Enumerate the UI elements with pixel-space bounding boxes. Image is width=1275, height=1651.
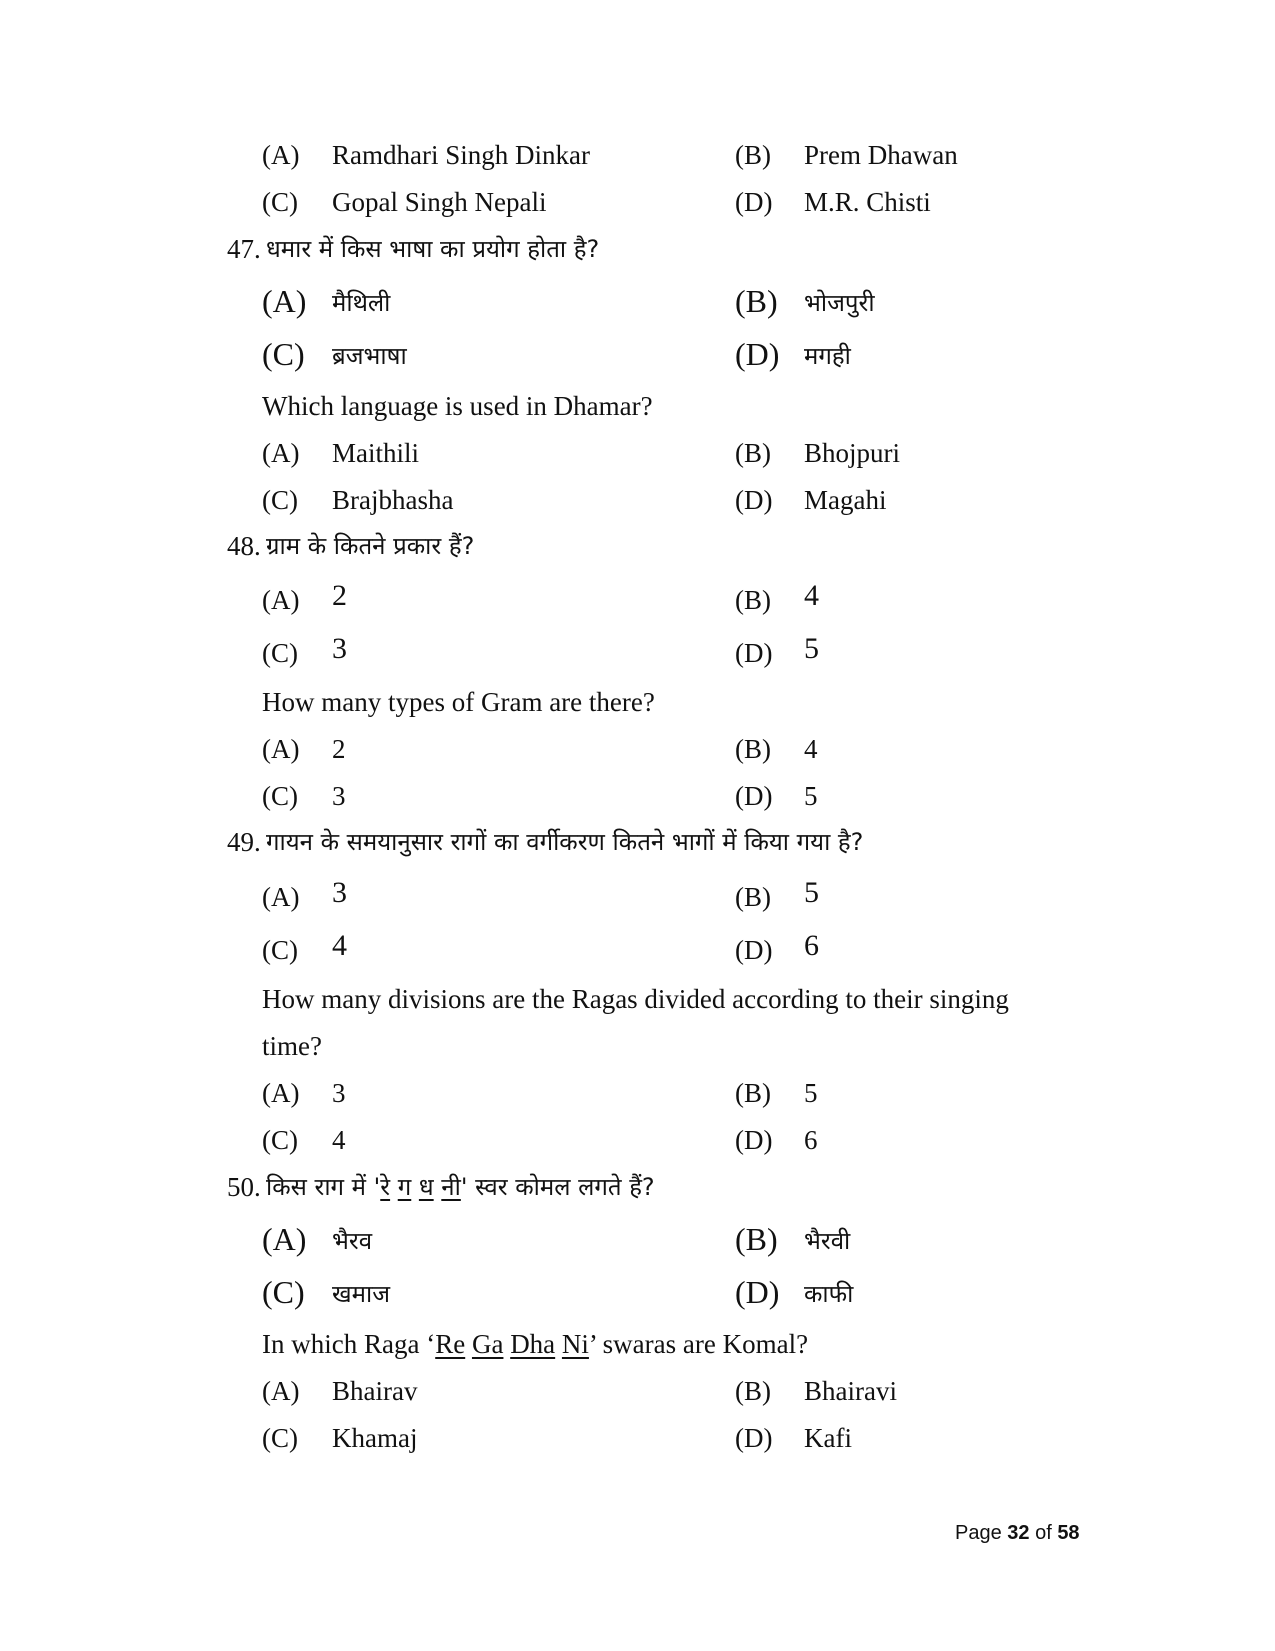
option-text: भैरव xyxy=(332,1227,373,1255)
option-text: Gopal Singh Nepali xyxy=(332,187,547,217)
option-label: (C) xyxy=(262,935,298,965)
question-text-english: How many types of Gram are there? xyxy=(262,687,655,717)
option-text: Kafi xyxy=(804,1423,852,1453)
question-text-hindi: धमार में किस भाषा का प्रयोग होता है? xyxy=(266,235,600,263)
option-label: (A) xyxy=(262,283,307,319)
option-text: 3 xyxy=(332,632,347,665)
option-label: (D) xyxy=(735,935,773,965)
option-text: Khamaj xyxy=(332,1423,418,1453)
option-text: 4 xyxy=(332,929,347,962)
option-text: 3 xyxy=(332,876,347,909)
option-text: 2 xyxy=(332,579,347,612)
swara-re: रे xyxy=(380,1173,391,1201)
question-text-hindi: ग्राम के कितने प्रकार हैं? xyxy=(266,532,475,560)
question-prefix: In which Raga ‘ xyxy=(262,1329,436,1359)
question-text-english: time? xyxy=(262,1031,322,1061)
option-label: (A) xyxy=(262,1078,300,1108)
option-label: (B) xyxy=(735,1221,778,1257)
option-label: (A) xyxy=(262,882,300,912)
option-label: (A) xyxy=(262,140,300,170)
question-text-hindi xyxy=(266,1170,655,1204)
page-of: of xyxy=(1029,1522,1058,1544)
option-text: 5 xyxy=(804,632,819,665)
option-text: मगही xyxy=(804,342,851,370)
swara-re: Re xyxy=(435,1329,466,1359)
question-number: 47. xyxy=(227,234,261,264)
option-label: (B) xyxy=(735,882,771,912)
option-label: (C) xyxy=(262,1274,305,1310)
option-label: (D) xyxy=(735,485,773,515)
option-label: (A) xyxy=(262,585,300,615)
option-label: (C) xyxy=(262,638,298,668)
question-number: 50. xyxy=(227,1172,261,1202)
question-text-english: Which language is used in Dhamar? xyxy=(262,391,653,421)
option-text: 5 xyxy=(804,781,818,811)
total-pages: 58 xyxy=(1057,1522,1080,1544)
option-label: (B) xyxy=(735,734,771,764)
option-text: Ramdhari Singh Dinkar xyxy=(332,140,590,170)
option-label: (A) xyxy=(262,438,300,468)
option-label: (B) xyxy=(735,1078,771,1108)
option-text: Magahi xyxy=(804,485,887,515)
option-text: मैथिली xyxy=(332,289,391,317)
option-label: (C) xyxy=(262,485,298,515)
option-label: (B) xyxy=(735,585,771,615)
current-page: 32 xyxy=(1007,1522,1030,1544)
swara-ga: ग xyxy=(397,1173,412,1201)
option-text: Maithili xyxy=(332,438,419,468)
question-suffix: ’ swaras are Komal? xyxy=(588,1329,809,1359)
option-label: (B) xyxy=(735,1376,771,1406)
question-text-hindi: गायन के समयानुसार रागों का वर्गीकरण कितने भागों में किया गया है? xyxy=(266,828,864,856)
option-text: Brajbhasha xyxy=(332,485,454,515)
question-number: 48. xyxy=(227,531,261,561)
option-text: 5 xyxy=(804,1078,818,1108)
option-text: 2 xyxy=(332,734,346,764)
option-label: (A) xyxy=(262,1221,307,1257)
option-label: (D) xyxy=(735,1274,780,1310)
option-text: 4 xyxy=(332,1125,346,1155)
question-prefix: किस राग में ' xyxy=(266,1173,381,1201)
question-text-english xyxy=(262,1327,808,1361)
option-text: ब्रजभाषा xyxy=(332,342,407,370)
option-text: 3 xyxy=(332,781,346,811)
option-label: (A) xyxy=(262,734,300,764)
swara-dha: Dha xyxy=(510,1329,556,1359)
option-label: (C) xyxy=(262,187,298,217)
option-text: Bhairavi xyxy=(804,1376,897,1406)
option-label: (D) xyxy=(735,1125,773,1155)
question-text-english: How many divisions are the Ragas divided according to their singing xyxy=(262,984,1009,1014)
page-number xyxy=(955,1520,1080,1546)
option-label: (C) xyxy=(262,781,298,811)
option-text: भोजपुरी xyxy=(804,289,875,317)
option-text: 5 xyxy=(804,876,819,909)
option-label: (C) xyxy=(262,336,305,372)
option-text: काफी xyxy=(804,1280,854,1308)
option-label: (D) xyxy=(735,1423,773,1453)
option-label: (D) xyxy=(735,638,773,668)
option-label: (B) xyxy=(735,438,771,468)
option-text: 6 xyxy=(804,1125,818,1155)
swara-ga: Ga xyxy=(471,1329,504,1359)
option-text: Bhairav xyxy=(332,1376,418,1406)
option-text: 4 xyxy=(804,579,819,612)
swara-ni: नी xyxy=(441,1173,461,1201)
option-text: भैरवी xyxy=(804,1227,851,1255)
option-text: Bhojpuri xyxy=(804,438,901,468)
option-text: 3 xyxy=(332,1078,346,1108)
option-label: (D) xyxy=(735,336,780,372)
page-prefix: Page xyxy=(955,1522,1008,1544)
option-text: 4 xyxy=(804,734,818,764)
swara-ni: Ni xyxy=(561,1329,589,1359)
question-number: 49. xyxy=(227,827,261,857)
option-label: (A) xyxy=(262,1376,300,1406)
option-label: (B) xyxy=(735,140,771,170)
option-text: खमाज xyxy=(332,1280,391,1308)
option-label: (C) xyxy=(262,1125,298,1155)
option-label: (C) xyxy=(262,1423,298,1453)
option-text: Prem Dhawan xyxy=(804,140,958,170)
option-label: (D) xyxy=(735,187,773,217)
option-text: 6 xyxy=(804,929,819,962)
option-text: M.R. Chisti xyxy=(804,187,931,217)
swara-dha: ध xyxy=(418,1173,434,1201)
option-label: (B) xyxy=(735,283,778,319)
question-suffix: ' स्वर कोमल लगते हैं? xyxy=(460,1173,655,1201)
option-label: (D) xyxy=(735,781,773,811)
